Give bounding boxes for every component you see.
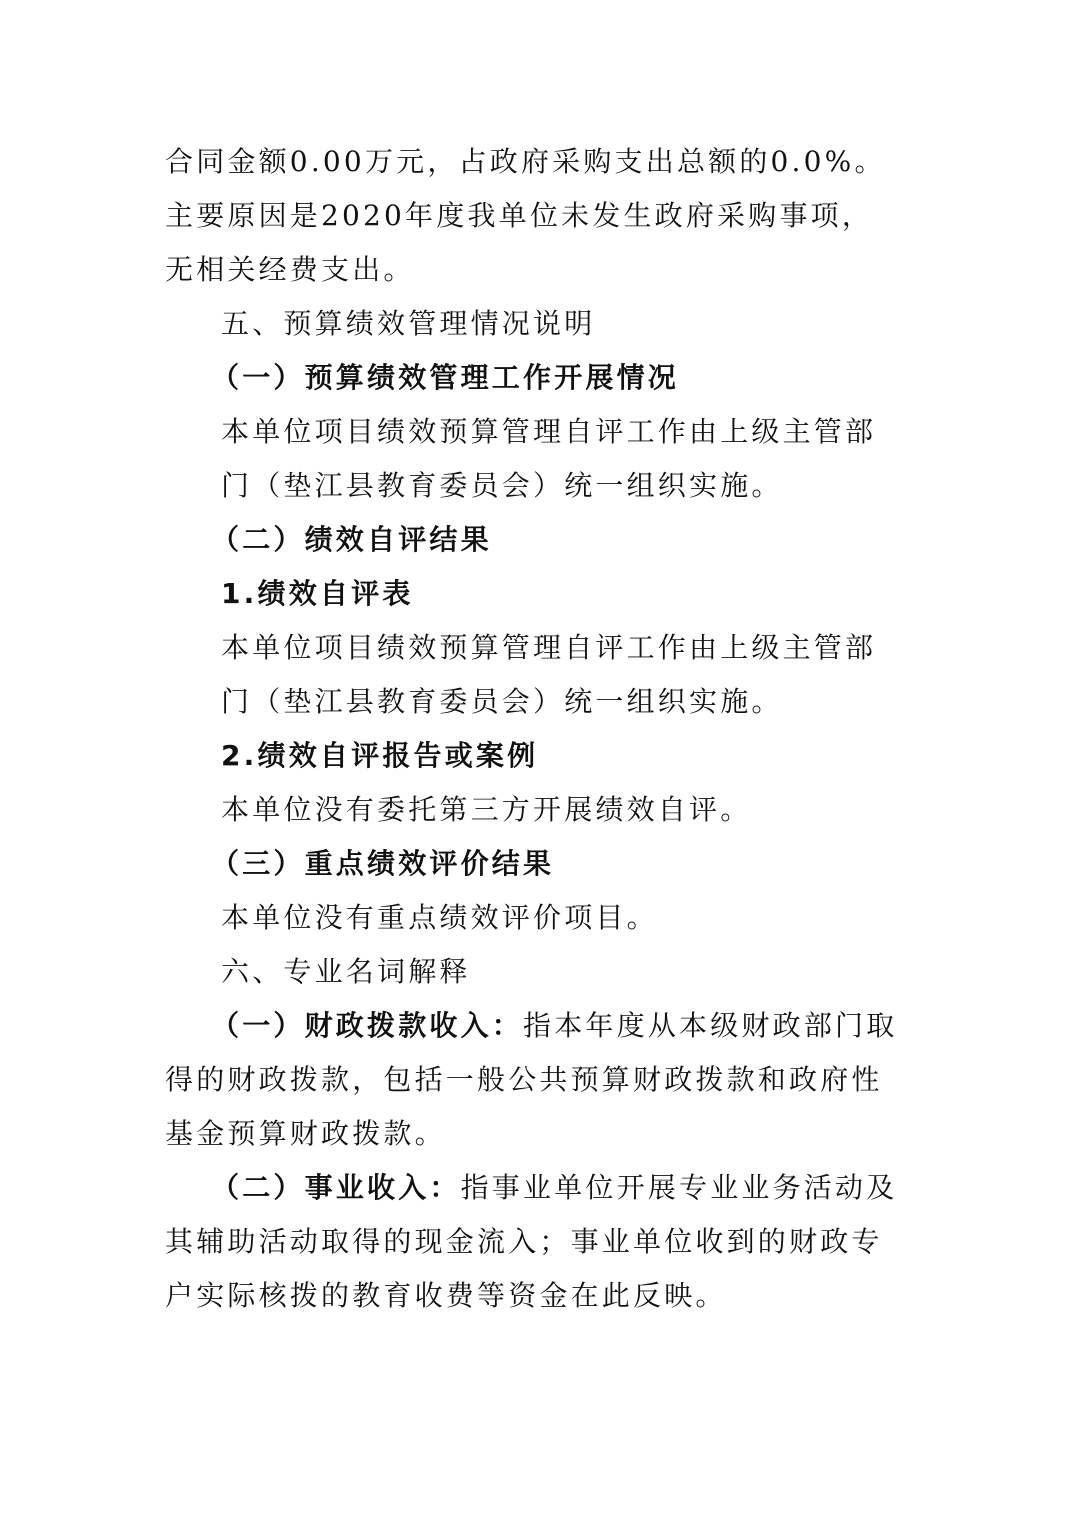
definition-text-operating-revenue: 指事业单位开展专业业务活动及其辅助活动取得的现金流入；事业单位收到的财政专户实际核拨的教育收费等资金在此反映。 (165, 1171, 898, 1312)
subsection-heading-5-1: （一）预算绩效管理工作开展情况 (211, 361, 680, 394)
paragraph-self-evaluation-table: 本单位项目绩效预算管理自评工作由上级主管部门（垫江县教育委员会）统一组织实施。 (221, 631, 877, 718)
section-heading-6: 六、专业名词解释 (221, 955, 471, 988)
document-body (165, 135, 900, 1323)
paragraph-key-evaluation: 本单位没有重点绩效评价项目。 (221, 901, 658, 934)
section-heading-5: 五、预算绩效管理情况说明 (221, 307, 596, 340)
definition-operating-revenue (165, 1161, 900, 1323)
definition-text-fiscal-appropriation: 指本年度从本级财政部门取得的财政拨款，包括一般公共预算财政拨款和政府性基金预算财政拨款。 (165, 1009, 898, 1150)
paragraph-performance-management: 本单位项目绩效预算管理自评工作由上级主管部门（垫江县教育委员会）统一组织实施。 (221, 415, 877, 502)
definition-fiscal-appropriation (165, 999, 900, 1161)
subsection-heading-5-3: （三）重点绩效评价结果 (211, 847, 555, 880)
paragraph-self-evaluation-report: 本单位没有委托第三方开展绩效自评。 (221, 793, 752, 826)
paragraph-procurement-contract: 合同金额0.00万元，占政府采购支出总额的0.0%。主要原因是2020年度我单位未发生政府采购事项，无相关经费支出。 (165, 145, 886, 286)
item-heading-5-2-1: 1.绩效自评表 (221, 577, 414, 610)
definition-term-operating-revenue: （二）事业收入： (211, 1171, 461, 1204)
definition-term-fiscal-appropriation: （一）财政拨款收入： (211, 1009, 524, 1042)
subsection-heading-5-2: （二）绩效自评结果 (211, 523, 492, 556)
item-heading-5-2-2: 2.绩效自评报告或案例 (221, 739, 539, 772)
